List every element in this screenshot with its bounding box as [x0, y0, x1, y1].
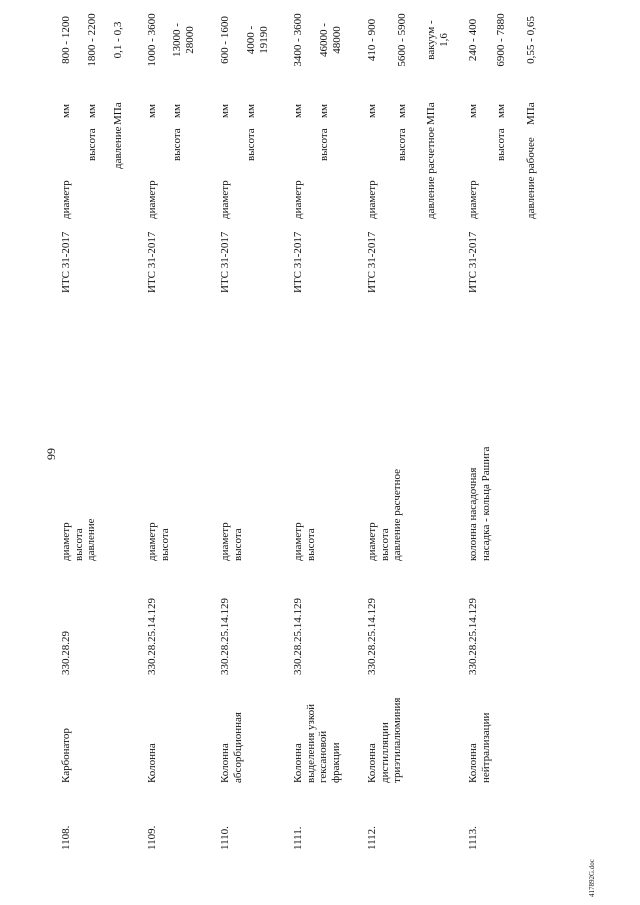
- reference-doc: ИТС 31-2017: [60, 231, 72, 293]
- spec-value: 4000 - 19190: [245, 25, 270, 55]
- spec-unit: мм: [245, 104, 257, 118]
- spec-param: давление рабочее: [525, 137, 537, 219]
- spec-param: диаметр: [60, 180, 72, 219]
- item-code: 330.28.29: [60, 631, 72, 675]
- item-code: 330.28.25.14.129: [292, 598, 304, 675]
- spec-unit: мм: [60, 104, 72, 118]
- spec-param: диаметр: [219, 180, 231, 219]
- param-label: насадка - кольца Рашига: [479, 446, 492, 561]
- item-name: Колонна дистилляции триэтилалюминия: [366, 697, 403, 783]
- spec-unit: мм: [495, 104, 507, 118]
- spec-value: 800 - 1200: [60, 16, 72, 64]
- spec-param: давление: [112, 126, 124, 169]
- spec-value: 0,55 - 0,65: [525, 16, 537, 64]
- item-name: Колонна выделения узкой гексановой фракции: [292, 703, 342, 783]
- param-label: колонна насадочная: [467, 467, 479, 561]
- spec-param: диаметр: [146, 180, 158, 219]
- spec-unit: МПа: [425, 102, 437, 125]
- row-number: 1109.: [146, 825, 158, 850]
- spec-unit: мм: [366, 104, 378, 118]
- reference-doc: ИТС 31-2017: [292, 231, 304, 293]
- spec-unit: МПа: [525, 102, 537, 125]
- page-number: 99: [44, 448, 58, 460]
- spec-param: диаметр: [467, 180, 479, 219]
- footer-filename: 417892G.doc: [588, 859, 596, 897]
- spec-value: 600 - 1600: [219, 16, 231, 64]
- param-label: диаметр: [60, 522, 72, 561]
- spec-param: диаметр: [292, 180, 304, 219]
- item-code: 330.28.25.14.129: [467, 598, 479, 675]
- param-label: высота: [378, 528, 391, 561]
- reference-doc: ИТС 31-2017: [467, 231, 479, 293]
- spec-param: высота: [86, 128, 98, 161]
- item-name: Колонна: [146, 743, 158, 783]
- spec-param: высота: [318, 128, 330, 161]
- spec-param: высота: [495, 128, 507, 161]
- param-label: диаметр: [292, 522, 304, 561]
- reference-doc: ИТС 31-2017: [146, 231, 158, 293]
- param-label: давление: [85, 518, 97, 561]
- spec-value: 0,1 - 0,3: [112, 21, 124, 59]
- spec-unit: МПа: [112, 102, 124, 125]
- item-name: Колонна абсорбционная: [219, 712, 244, 783]
- spec-unit: мм: [318, 104, 330, 118]
- spec-value: 240 - 400: [467, 18, 479, 62]
- spec-value: 1800 - 2200: [86, 13, 98, 67]
- spec-unit: мм: [86, 104, 98, 118]
- spec-value: 1000 - 3600: [146, 13, 158, 67]
- param-label: высота: [158, 528, 171, 561]
- item-name: Карбонатор: [60, 728, 72, 783]
- spec-param: диаметр: [366, 180, 378, 219]
- row-number: 1113.: [467, 826, 479, 850]
- spec-param: высота: [396, 128, 408, 161]
- reference-doc: ИТС 31-2017: [219, 231, 231, 293]
- spec-unit: мм: [467, 104, 479, 118]
- param-label: высота: [304, 528, 317, 561]
- spec-value: 46000 - 48000: [318, 23, 343, 57]
- spec-unit: мм: [171, 104, 183, 118]
- param-label: диаметр: [146, 522, 158, 561]
- row-number: 1110.: [219, 826, 231, 850]
- spec-value: 6900 - 7880: [495, 13, 507, 67]
- item-code: 330.28.25.14.129: [219, 598, 231, 675]
- spec-unit: мм: [396, 104, 408, 118]
- row-number: 1111.: [292, 826, 304, 850]
- spec-param: высота: [171, 128, 183, 161]
- spec-value: 410 - 900: [366, 18, 378, 62]
- param-label: диаметр: [366, 522, 378, 561]
- spec-value: 3400 - 3600: [292, 13, 304, 67]
- param-label: высота: [231, 528, 244, 561]
- spec-value: 5600 - 5900: [396, 13, 408, 67]
- item-code: 330.28.25.14.129: [146, 598, 158, 675]
- spec-param: давление расчетное: [425, 127, 437, 219]
- param-label: давление расчетное: [391, 469, 403, 561]
- item-code: 330.28.25.14.129: [366, 598, 378, 675]
- spec-unit: мм: [219, 104, 231, 118]
- spec-value: вакуум - 1,6: [425, 20, 450, 60]
- row-number: 1108.: [60, 825, 72, 850]
- param-label: высота: [72, 528, 85, 561]
- reference-doc: ИТС 31-2017: [366, 231, 378, 293]
- param-label: диаметр: [219, 522, 231, 561]
- spec-unit: мм: [146, 104, 158, 118]
- item-name: Колонна нейтрализации: [467, 712, 492, 783]
- spec-unit: мм: [292, 104, 304, 118]
- row-number: 1112.: [366, 826, 378, 850]
- spec-param: высота: [245, 128, 257, 161]
- spec-value: 13000 - 28000: [171, 23, 196, 57]
